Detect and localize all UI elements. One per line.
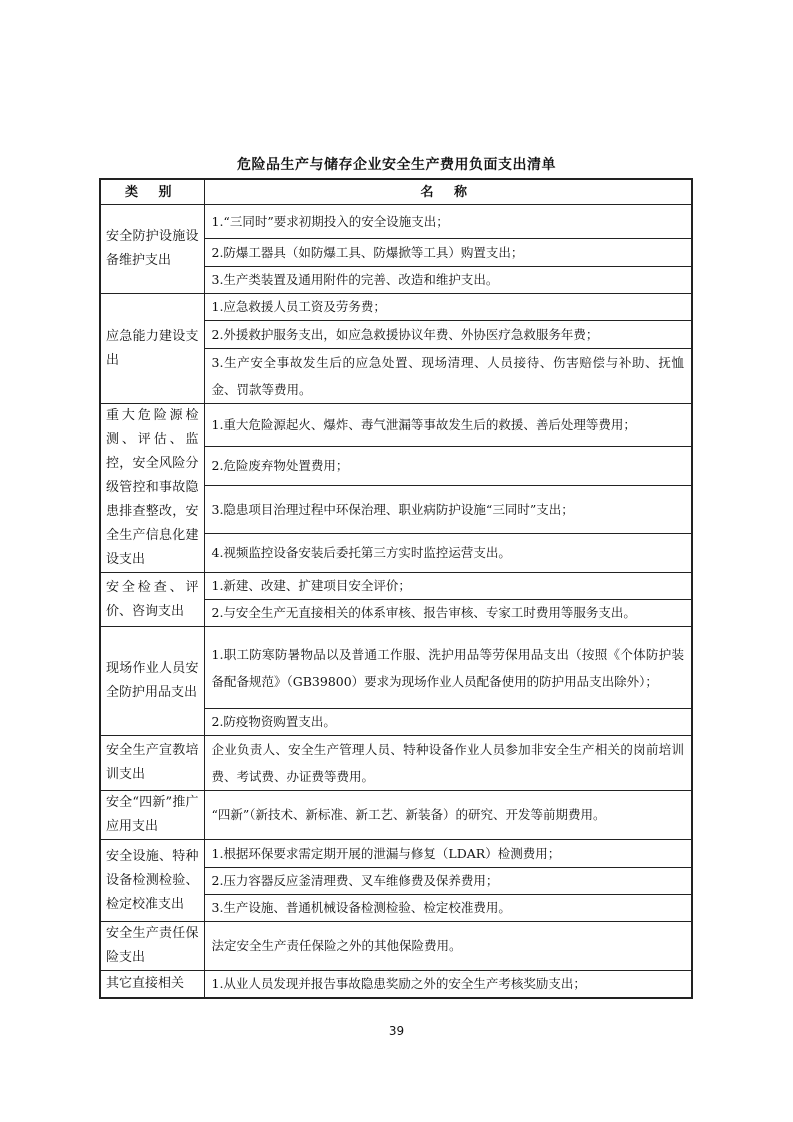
category-cell: 安全生产责任保险支出 [100,922,204,971]
item-cell: 3.生产设施、普通机械设备检测检验、检定校准费用。 [204,895,692,922]
table-row [100,971,692,999]
table-row [100,294,692,321]
table-row [100,840,692,868]
category-cell: 其它直接相关 [100,971,204,999]
item-cell: 2.外援救护服务支出，如应急救援协议年费、外协医疗急救服务年费； [204,321,692,349]
item-cell: 1.“三同时”要求初期投入的安全设施支出； [204,205,692,239]
header-name: 名 称 [204,179,692,205]
item-cell: 3.生产安全事故发生后的应急处置、现场清理、人员接待、伤害赔偿与补助、抚恤金、罚款等费用。 [204,349,692,404]
item-cell: 1.应急救援人员工资及劳务费； [204,294,692,321]
header-category: 类 别 [100,179,204,205]
table-header-row [100,179,692,205]
page-number: 39 [388,1024,405,1038]
table-row [100,922,692,971]
table-row [100,627,692,709]
item-cell: 2.危险废弃物处置费用； [204,447,692,486]
item-cell: 1.从业人员发现并报告事故隐患奖励之外的安全生产考核奖励支出； [204,971,692,999]
expense-table [99,178,693,999]
category-cell: 安全设施、特种设备检测检验、检定校准支出 [100,840,204,922]
item-cell: 1.重大危险源起火、爆炸、毒气泄漏等事故发生后的救援、善后处理等费用； [204,404,692,447]
category-cell: 安全防护设施设备维护支出 [100,205,204,294]
item-cell: 3.隐患项目治理过程中环保治理、职业病防护设施“三同时”支出； [204,486,692,533]
table-row [100,791,692,840]
category-cell: 应急能力建设支出 [100,294,204,404]
item-cell: 1.新建、改建、扩建项目安全评价； [204,573,692,600]
category-cell: 重大危险源检测、评估、监控，安全风险分级管控和事故隐患排查整改，安全生产信息化建设支出 [100,404,204,573]
item-cell: 2.压力容器反应釜清理费、叉车维修费及保养费用； [204,868,692,895]
table-row [100,404,692,447]
document-title: 危险品生产与储存企业安全生产费用负面支出清单 [237,157,556,173]
item-cell: 2.防爆工器具（如防爆工具、防爆掀等工具）购置支出； [204,239,692,267]
item-cell: 2.与安全生产无直接相关的体系审核、报告审核、专家工时费用等服务支出。 [204,600,692,627]
category-cell: 安全生产宣教培训支出 [100,736,204,791]
item-cell: “四新”（新技术、新标准、新工艺、新装备）的研究、开发等前期费用。 [204,791,692,840]
item-cell: 1.职工防寒防暑物品以及普通工作服、洗护用品等劳保用品支出（按照《个体防护装备配备规范》（GB39800）要求为现场作业人员配备使用的防护用品支出除外）； [204,627,692,709]
item-cell: 企业负责人、安全生产管理人员、特种设备作业人员参加非安全生产相关的岗前培训费、考试费、办证费等费用。 [204,736,692,791]
table-row [100,736,692,791]
item-cell: 3.生产类装置及通用附件的完善、改造和维护支出。 [204,267,692,294]
item-cell: 4.视频监控设备安装后委托第三方实时监控运营支出。 [204,533,692,572]
category-cell: 安全“四新”推广应用支出 [100,791,204,840]
category-cell: 安全检查、评价、咨询支出 [100,573,204,627]
item-cell: 法定安全生产责任保险之外的其他保险费用。 [204,922,692,971]
table-row [100,205,692,239]
item-cell: 2.防疫物资购置支出。 [204,709,692,736]
category-cell: 现场作业人员安全防护用品支出 [100,627,204,736]
table-row [100,573,692,600]
item-cell: 1.根据环保要求需定期开展的泄漏与修复（LDAR）检测费用； [204,840,692,868]
